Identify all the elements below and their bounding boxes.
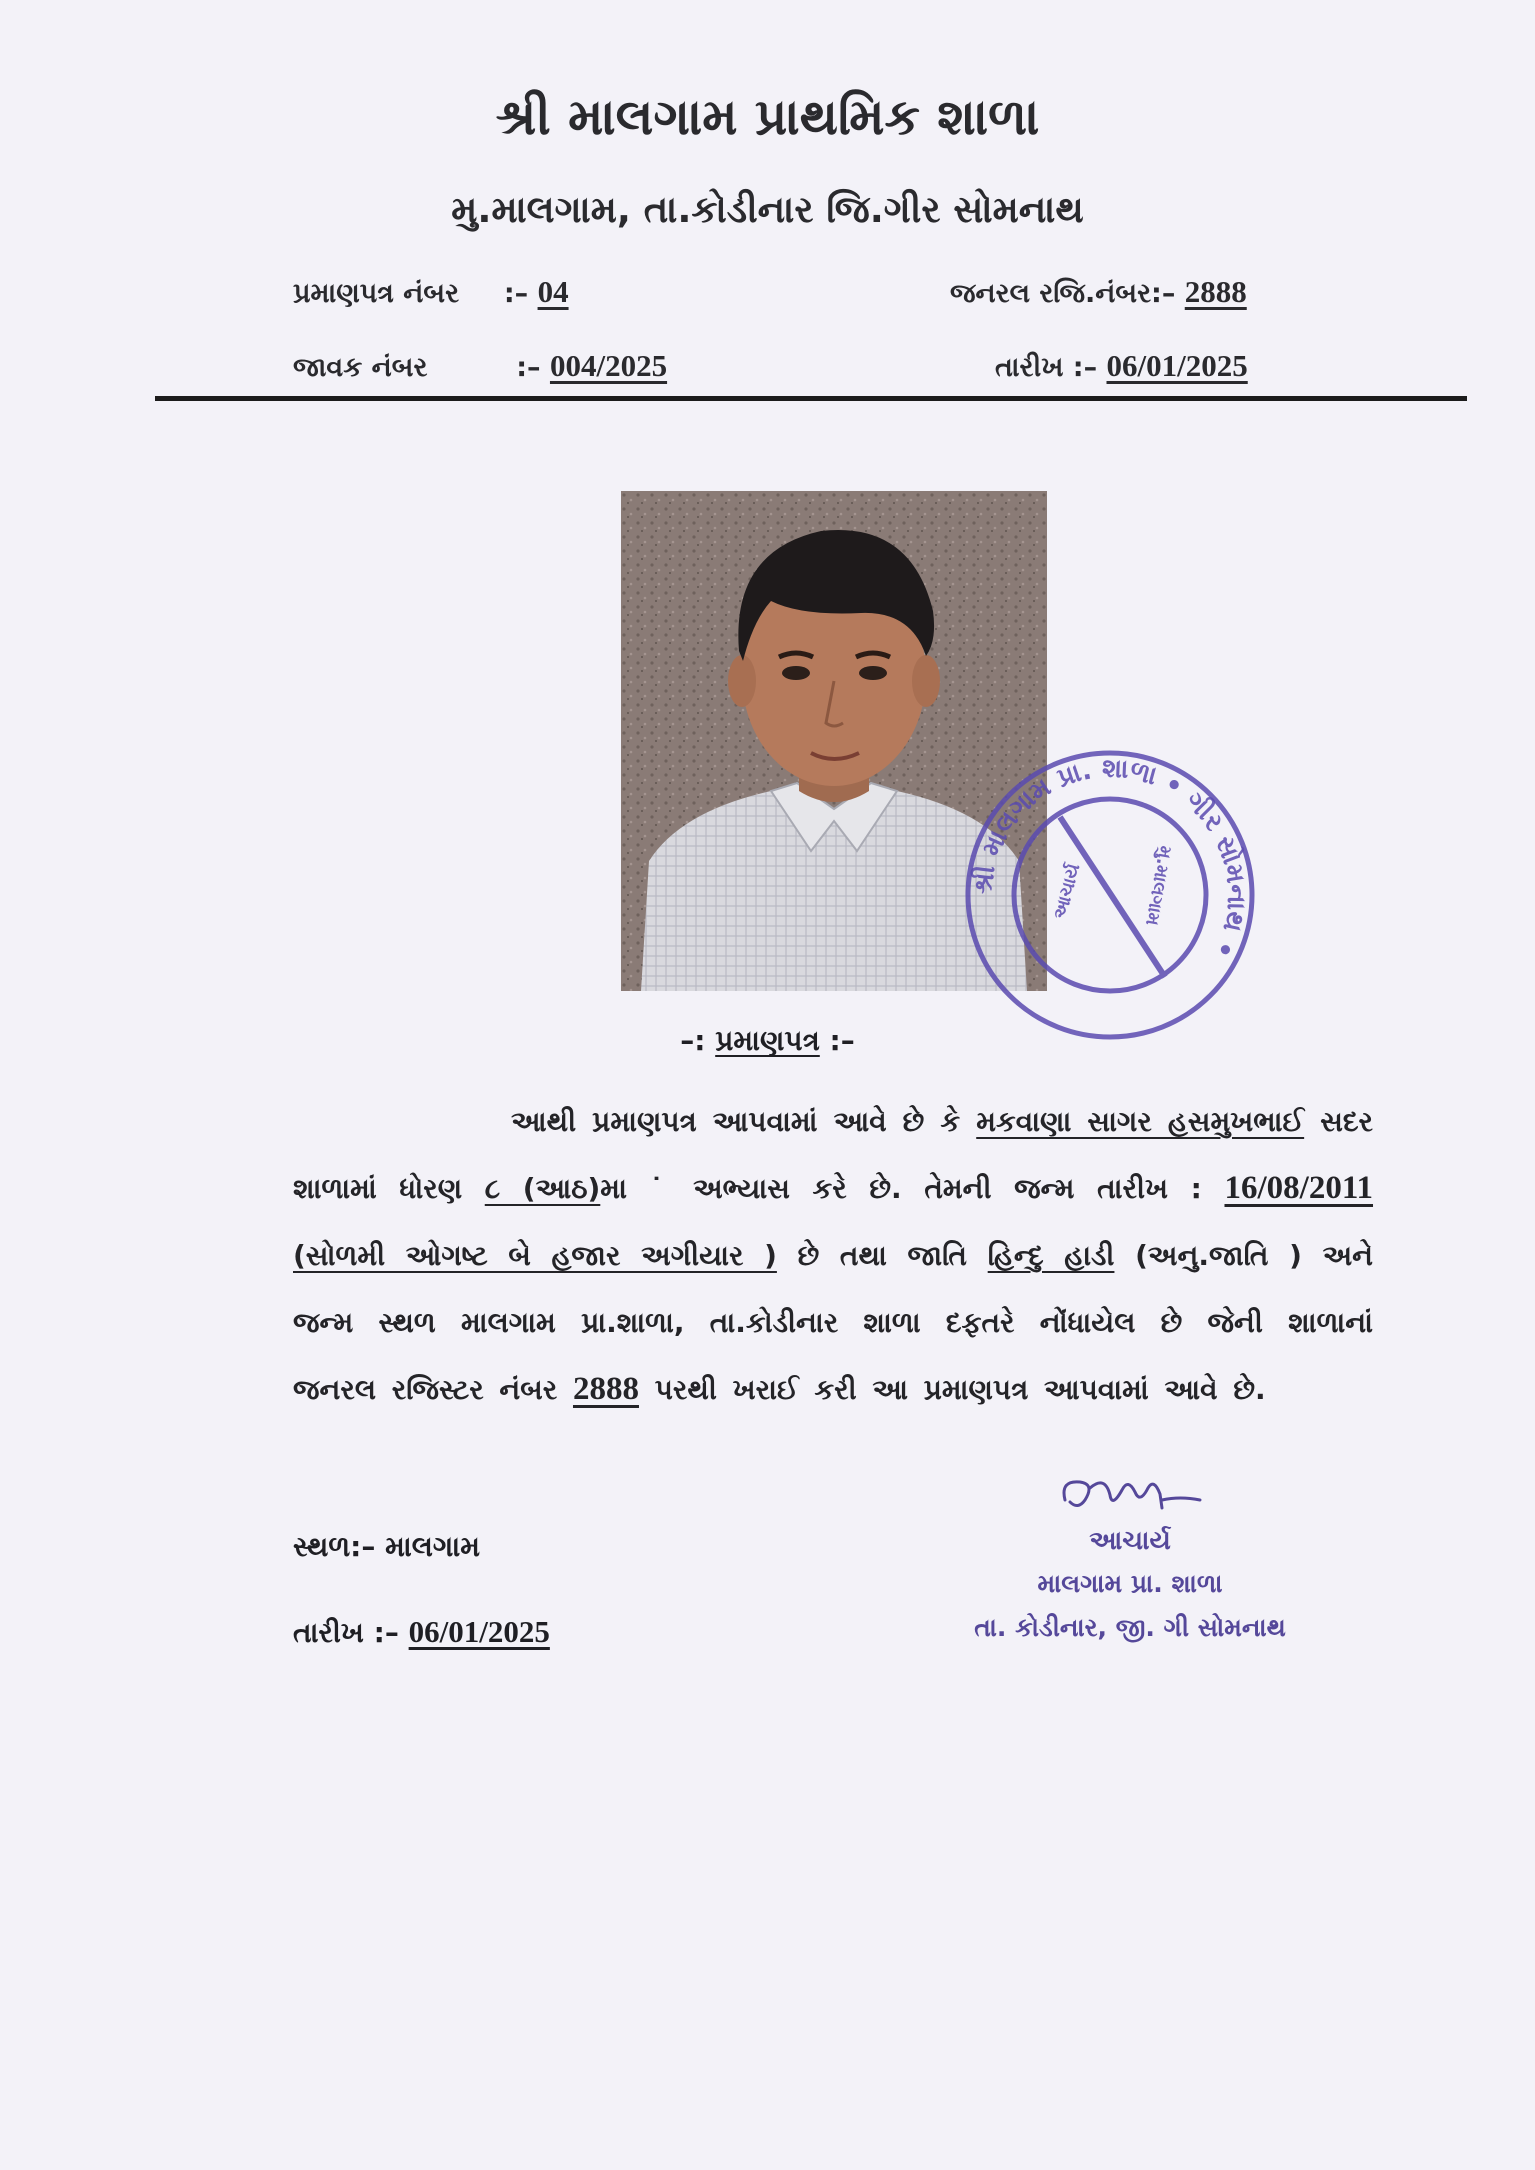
issue-date-row: [995, 348, 1248, 384]
outward-number-label: જાવક નંબર: [293, 352, 428, 383]
outward-number-value: 004/2025: [549, 348, 668, 383]
signature-address: તા. કોડીનાર, જી. ગી સોમનાથ: [974, 1613, 1286, 1642]
student-dob: 16/08/2011: [1224, 1170, 1374, 1206]
place-row: [293, 1530, 480, 1564]
signature-title: આચાર્ય: [1089, 1526, 1171, 1556]
general-register-row: [950, 274, 1247, 310]
issue-date-label: તારીખ :–: [995, 352, 1098, 383]
place-label: સ્થળ:–: [293, 1530, 376, 1563]
general-register-label: જનરલ રજિ.નંબર:–: [950, 278, 1176, 309]
certificate-number-separator: :–: [503, 278, 529, 309]
general-register-value: 2888: [1184, 274, 1247, 309]
principal-signature-block: [930, 1470, 1330, 1643]
student-caste: હિન્દુ હાડી: [987, 1239, 1115, 1272]
body-closing: પરથી ખરાઈ કરી આ પ્રમાણપત્ર આપવામાં આવે છે.: [654, 1373, 1266, 1406]
issue-date-value: 06/01/2025: [1106, 348, 1248, 383]
outward-number-separator: :–: [516, 352, 541, 383]
certificate-number-row: [293, 274, 569, 310]
body-dob-label: મા ˙ અભ્યાસ કરે છે. તેમની જન્મ તારીખ :: [600, 1172, 1202, 1205]
school-address: મુ.માલગામ, તા.કોડીનાર જિ.ગીર સોમનાથ: [451, 188, 1084, 231]
header-divider: [155, 396, 1467, 401]
svg-text:શ્રી માલગામ પ્રા. શાળા • ગીર સ: [968, 754, 1251, 963]
footer-date-row: [293, 1614, 550, 1650]
heading-suffix: :–: [829, 1024, 855, 1057]
certificate-number-value: 04: [537, 274, 569, 309]
heading-title: પ્રમાણપત્ર: [715, 1024, 820, 1057]
body-intro: આથી પ્રમાણપત્ર આપવામાં આવે છે કે: [511, 1105, 961, 1138]
certificate-body: [293, 1088, 1373, 1423]
body-standard-label: સદર શાળામાં ધોરણ: [293, 1105, 1374, 1205]
footer-date-value: 06/01/2025: [408, 1614, 550, 1649]
student-dob-words: (સોળમી ઓગષ્ટ બે હજાર અગીયાર ): [293, 1239, 777, 1272]
student-standard: ૮ (આઠ): [484, 1172, 601, 1205]
body-caste-label: છે તથા જાતિ: [797, 1239, 967, 1272]
stamp-ring-text: શ્રી માલગામ પ્રા. શાળા • ગીર સોમનાથ •: [968, 753, 1252, 963]
heading-prefix: –:: [680, 1024, 706, 1057]
school-stamp: [960, 745, 1260, 1045]
outward-number-row: [293, 348, 667, 384]
signature-school: માલગામ પ્રા. શાળા: [1037, 1569, 1223, 1598]
certificate-heading: [0, 1024, 1535, 1058]
signature-scribble: [1050, 1470, 1210, 1520]
student-name: મકવાણા સાગર હસમુખભાઈ: [976, 1105, 1305, 1138]
stamp-inner-right-text: મુ.માલગામ: [1141, 844, 1176, 928]
certificate-number-label: પ્રમાણપત્ર નંબર: [293, 278, 460, 309]
register-number: 2888: [572, 1371, 639, 1407]
school-name: શ્રી માલગામ પ્રાથમિક શાળા: [495, 88, 1040, 146]
body-birthplace-text: (અનુ.જાતિ ) અને જન્મ સ્થળ માલગામ પ્રા.શાળા, તા.કોડીનાર શાળા દફતરે નોંધાયેલ છે જેની શાળાનાં જનરલ રજિસ્ટર નંબર: [293, 1239, 1374, 1406]
place-value: માલગામ: [385, 1530, 480, 1563]
stamp-inner-left-text: આચાર્ય: [1049, 861, 1085, 922]
footer-date-label: તારીખ :–: [293, 1616, 399, 1649]
